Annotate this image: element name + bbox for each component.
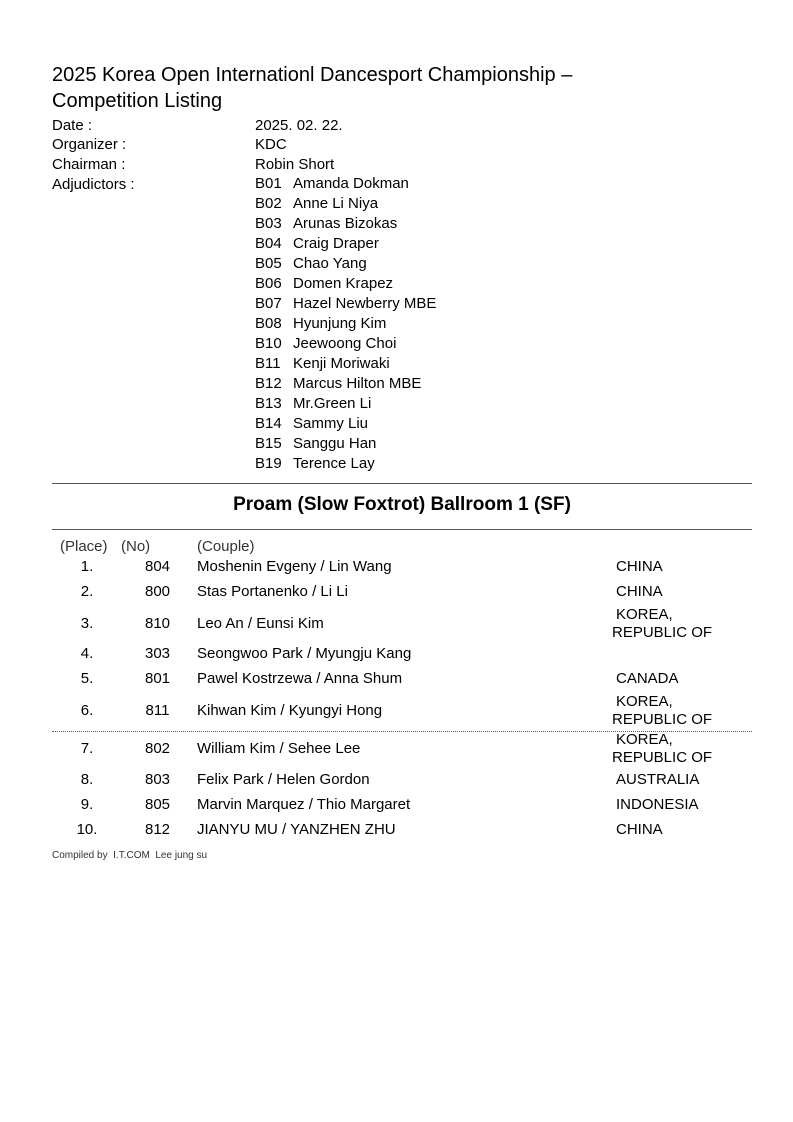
adjudicator-name: Sammy Liu <box>293 415 369 432</box>
result-number: 802 <box>144 740 171 757</box>
country-line: REPUBLIC OF <box>612 711 713 728</box>
adjudicator-name: Anne Li Niya <box>293 195 379 212</box>
adjudicator-code: B08 <box>255 315 282 332</box>
result-couple: Kihwan Kim / Kyungyi Hong <box>197 702 383 719</box>
adjudicator-name: Sanggu Han <box>293 435 377 452</box>
adjudicator-code: B01 <box>255 175 282 192</box>
result-row <box>0 795 793 815</box>
result-place: 2. <box>80 583 94 600</box>
result-row <box>0 731 793 766</box>
result-country <box>612 821 762 839</box>
adjudicator-item <box>255 174 436 194</box>
result-number: 810 <box>144 615 171 632</box>
adjudicator-item <box>255 234 436 254</box>
result-row <box>0 770 793 790</box>
result-couple: Stas Portanenko / Li Li <box>197 583 348 600</box>
country-line: KOREA, <box>616 606 673 623</box>
adjudicator-name: Domen Krapez <box>293 275 394 292</box>
adjudicator-item <box>255 374 436 394</box>
adjudicator-name: Hazel Newberry MBE <box>293 295 437 312</box>
result-country <box>612 583 762 601</box>
adjudicator-code: B15 <box>255 435 282 452</box>
result-place: 9. <box>80 796 94 813</box>
result-country <box>612 558 762 576</box>
result-place: 7. <box>80 740 94 757</box>
result-couple: Felix Park / Helen Gordon <box>197 771 370 788</box>
adjudicator-code: B11 <box>255 355 281 372</box>
result-place: 6. <box>80 702 94 719</box>
country-line: REPUBLIC OF <box>612 749 713 766</box>
adjudicator-item <box>255 214 436 234</box>
adjudicator-name: Kenji Moriwaki <box>293 355 390 372</box>
result-country <box>612 606 762 642</box>
adjudicator-code: B04 <box>255 235 282 252</box>
adjudicator-item <box>255 194 436 214</box>
adjudicator-item <box>255 394 436 414</box>
date-label: Date : <box>52 117 93 134</box>
country-line: KOREA, <box>616 731 673 748</box>
adjudicator-name: Marcus Hilton MBE <box>293 375 422 392</box>
footer-credit: Compiled by I.T.COM Lee jung su <box>52 850 208 861</box>
adjudicator-name: Terence Lay <box>293 455 375 472</box>
result-row <box>0 606 793 641</box>
chairman-value: Robin Short <box>255 156 335 173</box>
adjudicator-code: B07 <box>255 295 282 312</box>
result-row <box>0 693 793 728</box>
country-line: INDONESIA <box>616 796 699 813</box>
result-country <box>612 731 762 767</box>
country-line: CHINA <box>616 821 663 838</box>
final-cutoff-divider <box>52 731 752 732</box>
result-number: 303 <box>144 645 171 662</box>
result-place: 8. <box>80 771 94 788</box>
result-row <box>0 557 793 577</box>
adjudicator-item <box>255 434 436 454</box>
result-row <box>0 820 793 840</box>
adjudicator-code: B06 <box>255 275 282 292</box>
adjudicator-name: Hyunjung Kim <box>293 315 387 332</box>
adjudicator-name: Amanda Dokman <box>293 175 409 192</box>
event-title: Proam (Slow Foxtrot) Ballroom 1 (SF) <box>233 494 571 515</box>
country-line: CANADA <box>616 670 679 687</box>
result-couple: Seongwoo Park / Myungju Kang <box>197 645 412 662</box>
adjudicator-code: B10 <box>255 335 282 352</box>
header-no: (No) <box>121 538 151 555</box>
result-row <box>0 582 793 602</box>
header-couple: (Couple) <box>197 538 255 555</box>
adjudicator-item <box>255 314 436 334</box>
result-place: 5. <box>80 670 94 687</box>
adjudicator-code: B03 <box>255 215 282 232</box>
adjudicator-name: Jeewoong Choi <box>293 335 397 352</box>
adjudicator-code: B14 <box>255 415 282 432</box>
adjudicator-item <box>255 454 436 474</box>
adjudicator-code: B19 <box>255 455 282 472</box>
result-couple: Leo An / Eunsi Kim <box>197 615 324 632</box>
result-row <box>0 644 793 664</box>
country-line: CHINA <box>616 583 663 600</box>
adjudicator-item <box>255 294 436 314</box>
country-line: REPUBLIC OF <box>612 624 713 641</box>
result-number: 801 <box>144 670 171 687</box>
result-place: 3. <box>80 615 94 632</box>
adjudicator-code: B12 <box>255 375 282 392</box>
date-value: 2025. 02. 22. <box>255 117 343 134</box>
header-place: (Place) <box>60 538 108 555</box>
result-country <box>612 670 762 688</box>
adjudicator-item <box>255 334 436 354</box>
result-couple: Pawel Kostrzewa / Anna Shum <box>197 670 403 687</box>
page-title: 2025 Korea Open Internationl Dancesport Championship – Competition Listing <box>52 64 573 112</box>
adjudicator-name: Craig Draper <box>293 235 379 252</box>
adjudicator-item <box>255 254 436 274</box>
result-number: 805 <box>144 796 171 813</box>
result-place: 4. <box>80 645 94 662</box>
adjudicator-name: Mr.Green Li <box>293 395 372 412</box>
result-row <box>0 669 793 689</box>
adjudicator-code: B02 <box>255 195 282 212</box>
country-line: CHINA <box>616 558 663 575</box>
result-number: 804 <box>144 558 171 575</box>
chairman-label: Chairman : <box>52 156 126 173</box>
adjudicator-name: Chao Yang <box>293 255 367 272</box>
result-couple: William Kim / Sehee Lee <box>197 740 361 757</box>
result-couple: JIANYU MU / YANZHEN ZHU <box>197 821 396 838</box>
result-country <box>612 771 762 789</box>
adjudicator-list <box>255 174 436 474</box>
adjudicator-name: Arunas Bizokas <box>293 215 398 232</box>
result-place: 1. <box>80 558 94 575</box>
result-number: 811 <box>145 702 170 719</box>
adjudicators-label: Adjudictors : <box>52 176 135 193</box>
adjudicator-item <box>255 274 436 294</box>
organizer-label: Organizer : <box>52 136 127 153</box>
result-place: 10. <box>76 821 98 838</box>
country-line: KOREA, <box>616 693 673 710</box>
adjudicator-code: B13 <box>255 395 282 412</box>
adjudicator-item <box>255 354 436 374</box>
divider-event <box>52 529 752 530</box>
result-number: 800 <box>144 583 171 600</box>
country-line: AUSTRALIA <box>616 771 700 788</box>
result-couple: Moshenin Evgeny / Lin Wang <box>197 558 392 575</box>
result-country <box>612 693 762 729</box>
adjudicator-item <box>255 414 436 434</box>
result-number: 812 <box>144 821 171 838</box>
result-country <box>612 796 762 814</box>
divider-top <box>52 483 752 484</box>
adjudicator-code: B05 <box>255 255 282 272</box>
organizer-value: KDC <box>255 136 287 153</box>
result-number: 803 <box>144 771 171 788</box>
result-couple: Marvin Marquez / Thio Margaret <box>197 796 411 813</box>
